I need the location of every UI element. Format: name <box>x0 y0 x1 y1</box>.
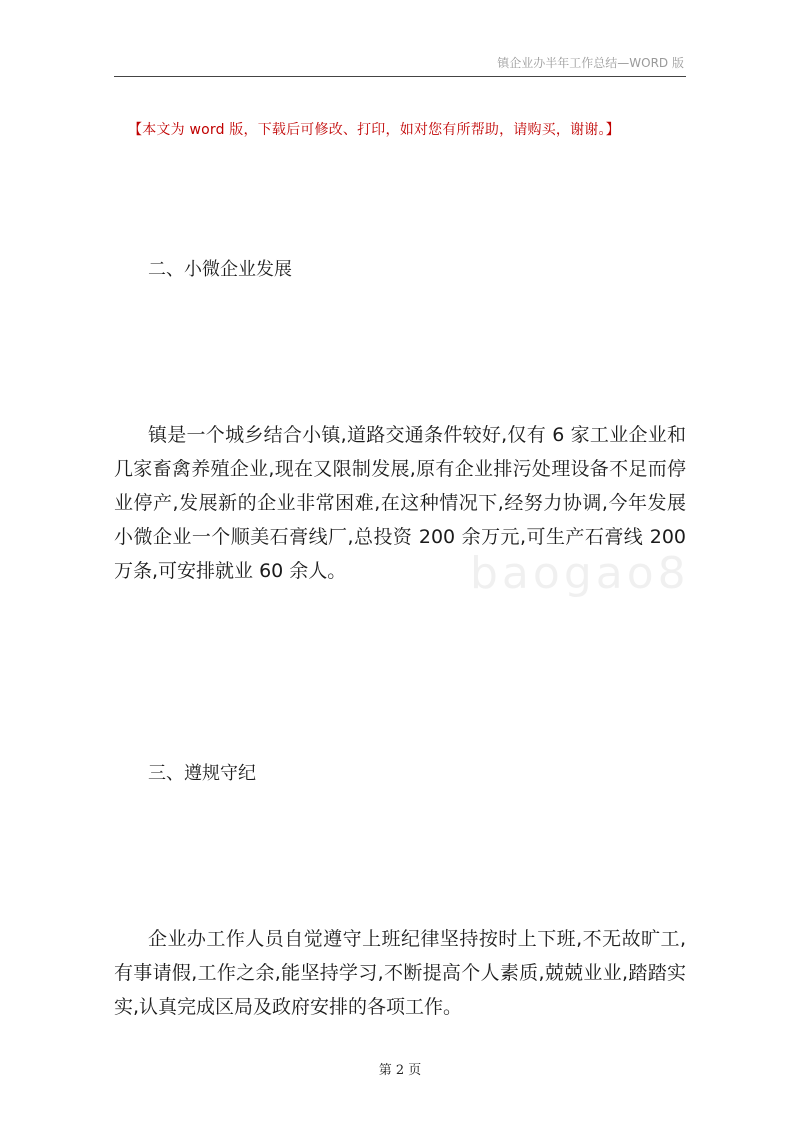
section-heading-small-enterprise: 二、小微企业发展 <box>148 259 292 280</box>
purchase-notice: 【本文为 word 版，下载后可修改、打印，如对您有所帮助，请购买，谢谢。】 <box>128 122 620 138</box>
section-heading-discipline: 三、遵规守纪 <box>148 763 256 784</box>
page-number: 第 2 页 <box>378 1063 422 1078</box>
section-paragraph-discipline: 企业办工作人员自觉遵守上班纪律坚持按时上下班,不无故旷工,有事请假,工作之余,能坚持学习,不断提高个人素质,兢兢业业,踏踏实实,认真完成区局及政府安排的各项工作。 <box>114 928 686 1018</box>
watermark: baogao8 <box>470 548 690 599</box>
page-header <box>114 52 686 77</box>
header-title: 镇企业办半年工作总结—WORD 版 <box>497 56 684 70</box>
section-paragraph-small-enterprise: 镇是一个城乡结合小镇,道路交通条件较好,仅有 6 家工业企业和几家畜禽养殖企业,现在又限制发展,原有企业排污处理设备不足而停业停产,发展新的企业非常困难,在这种情况下,经努力协调,今年发展小微企业一个顺美石膏线厂,总投资 200 余万元,可生产石膏线 200 万条,可安排就业 60 余人。 <box>114 424 686 582</box>
